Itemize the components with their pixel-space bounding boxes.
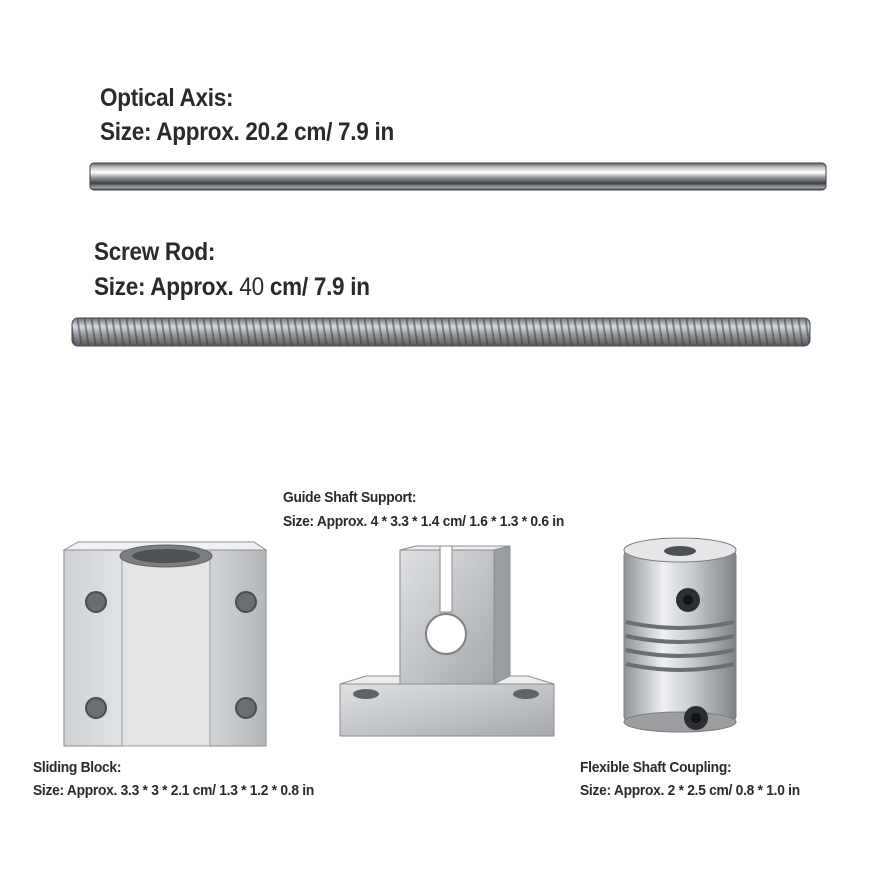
optical-axis-title: Optical Axis: — [100, 84, 234, 112]
guide-shaft-support-size: Size: Approx. 4 * 3.3 * 1.4 cm/ 1.6 * 1.3 * 0.6 in — [283, 513, 565, 530]
screw-rod — [70, 314, 814, 350]
optical-axis-size: Size: Approx. 20.2 cm/ 7.9 in — [100, 118, 394, 146]
sliding-block-image — [60, 542, 270, 750]
guide-shaft-support-title: Guide Shaft Support: — [283, 489, 417, 506]
screw-rod-size-prefix: Size: Approx. — [94, 273, 234, 301]
guide-shaft-support-image — [336, 546, 558, 740]
screw-rod-size-value: 40 — [233, 273, 270, 301]
flexible-shaft-coupling-title: Flexible Shaft Coupling: — [580, 759, 732, 776]
flexible-shaft-coupling-size: Size: Approx. 2 * 2.5 cm/ 0.8 * 1.0 in — [580, 782, 800, 799]
screw-rod-title: Screw Rod: — [94, 238, 216, 266]
screw-rod-size — [94, 272, 370, 303]
optical-axis-rod — [88, 160, 828, 194]
sliding-block-title: Sliding Block: — [33, 759, 122, 776]
flexible-shaft-coupling-image — [620, 538, 740, 734]
sliding-block-size: Size: Approx. 3.3 * 3 * 2.1 cm/ 1.3 * 1.2 * 0.8 in — [33, 782, 315, 799]
screw-rod-size-suffix: cm/ 7.9 in — [269, 273, 370, 301]
